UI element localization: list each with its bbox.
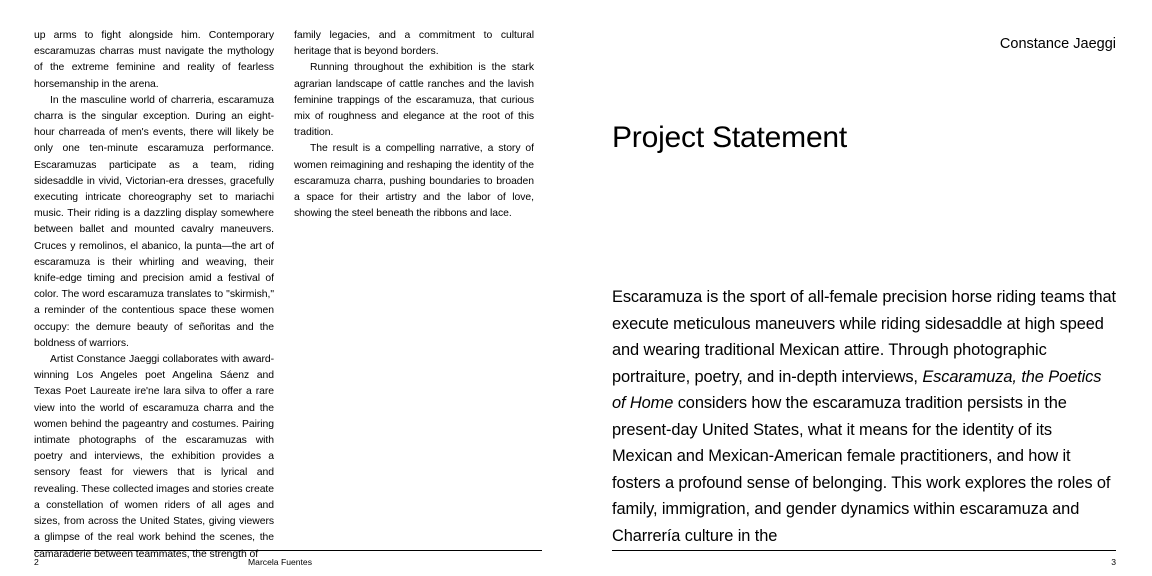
left-page-columns [34, 28, 542, 563]
intro-text-part-one: Escaramuza is the sport of all-female precision horse riding teams that execute meticulous maneuvers while riding sidesaddle at high speed and wearing traditional Mexican attire. Through photographic portraiture, poetry, and in-depth interviews, [612, 288, 1116, 386]
footer-divider [612, 550, 1116, 551]
left-column-two [294, 28, 534, 563]
author-name: Constance Jaeggi [999, 36, 1116, 52]
intro-paragraph [612, 284, 1116, 549]
paragraph: family legacies, and a commitment to cultural heritage that is beyond borders. [294, 30, 534, 58]
page-number-left: 2 [34, 557, 39, 567]
page-number-right: 3 [1111, 557, 1116, 567]
left-column-one [34, 28, 274, 563]
exhibition-title: Escaramuza, the Poetics of Home [612, 367, 1102, 412]
footer-divider [34, 550, 542, 551]
left-page-footer [0, 550, 576, 576]
right-page [576, 0, 1152, 576]
paragraph: The result is a compelling narrative, a story of women reimagining and reshaping the identity of the escaramuza charra, pushing boundaries to broaden a space for their artistry and the labor of love, showing the steel beneath the ribbons and lace. [294, 143, 534, 220]
page-title: Project Statement [612, 121, 848, 154]
right-page-footer [576, 550, 1152, 576]
paragraph: Artist Constance Jaeggi collaborates with award-winning Los Angeles poet Angelina Sáenz and Texas Poet Laureate ire'ne lara silva to offer a rare view into the world of escaramuza charra and the women behind the pageantry and costumes. Pairing intimate photographs of the escaramuzas with poetry and interviews, the exhibition provides a sensory feast for viewers that is lyrical and revealing. These collected images and stories create a constellation of women riders of all ages and sizes, from across the United States, giving viewers a glimpse of the real work behind the scenes, the camaraderie between teammates, the strength of [34, 354, 274, 560]
running-head: Marcela Fuentes [248, 557, 313, 567]
paragraph: In the masculine world of charreria, escaramuza charra is the singular exception. During an eight-hour charreada of men's events, there will likely be only one ten-minute escaramuza performance. Escaramuzas participate as a team, riding sidesaddle in vivid, Victorian-era dresses, gracefully executing intricate choreography set to mariachi music. Their riding is a dazzling display somewhere between ballet and mounted cavalry maneuvers. Cruces y remolinos, el abanico, la punta—the art of escaramuza is their whirling and weaving, their knife-edge timing and precision amid a festival of color. The word escaramuza translates to "skirmish," a reminder of the contentious space these women occupy: the demure beauty of señoritas and the boldness of warriors. [34, 94, 274, 349]
paragraph: Running throughout the exhibition is the stark agrarian landscape of cattle ranches and the lavish feminine trappings of the escaramuza, that curious mix of roughness and elegance at the root of this tradition. [294, 62, 534, 139]
paragraph: up arms to fight alongside him. Contemporary escaramuzas charras must navigate the mythology of the extreme feminine and reality of fearless horsemanship in the arena. [34, 30, 274, 90]
intro-text-part-two: considers how the escaramuza tradition persists in the present-day United States, what it means for the identity of its Mexican and Mexican-American female practitioners, and how it fosters a profound sense of belonging. This work explores the roles of family, immigration, and gender dynamics within escaramuza and Charrería culture in the [612, 394, 1111, 545]
